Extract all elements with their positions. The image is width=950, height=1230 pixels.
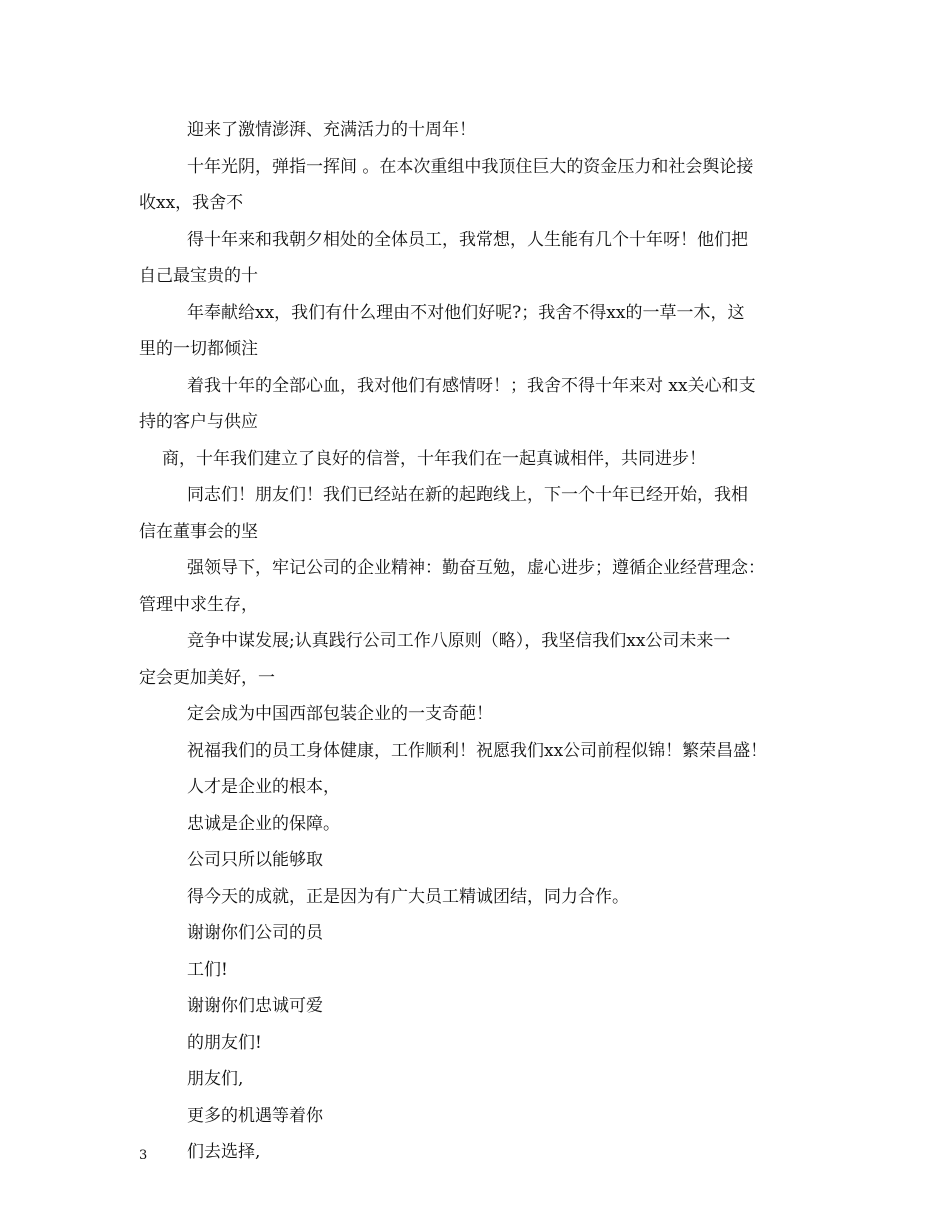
paragraph-line: 竞争中谋发展;认真践行公司工作八原则（略），我坚信我们xx公司未来一 [187, 631, 731, 651]
paragraph-line: 们去选择, [187, 1142, 261, 1162]
paragraph-line: 商，十年我们建立了良好的信誉，十年我们在一起真诚相伴，共同进步！ [162, 449, 706, 469]
paragraph-line: 谢谢你们公司的员 [187, 923, 323, 943]
paragraph-line: 得今天的成就，正是因为有广大员工精诚团结，同力合作。 [187, 887, 629, 907]
paragraph-line: 定会成为中国西部包装企业的一支奇葩！ [187, 704, 493, 724]
paragraph-line: 谢谢你们忠诚可爱 [187, 996, 323, 1016]
paragraph-continuation-line: 自己最宝贵的十 [139, 266, 258, 286]
paragraph-line: 的朋友们! [187, 1033, 262, 1053]
paragraph-continuation-line: 收xx，我舍不 [139, 193, 244, 213]
paragraph-line: 年奉献给xx，我们有什么理由不对他们好呢?；我舍不得xx的一草一木，这 [187, 303, 745, 323]
paragraph-line: 迎来了激情澎湃、充满活力的十周年！ [187, 120, 476, 140]
paragraph-continuation-line: 管理中求生存， [139, 595, 258, 615]
paragraph-line: 公司只所以能够取 [187, 850, 323, 870]
paragraph-line: 祝福我们的员工身体健康，工作顺利！祝愿我们xx公司前程似锦！繁荣昌盛！ [187, 741, 768, 761]
paragraph-line: 强领导下，牢记公司的企业精神：勤奋互勉，虚心进步；遵循企业经营理念： [187, 558, 765, 578]
paragraph-line: 更多的机遇等着你 [187, 1106, 323, 1126]
paragraph-line: 得十年来和我朝夕相处的全体员工，我常想，人生能有几个十年呀！他们把 [187, 230, 748, 250]
paragraph-continuation-line: 里的一切都倾注 [139, 339, 258, 359]
paragraph-line: 同志们！朋友们！我们已经站在新的起跑线上，下一个十年已经开始，我相 [187, 485, 748, 505]
paragraph-line: 十年光阴，弹指一挥间 。在本次重组中我顶住巨大的资金压力和社会舆论接 [187, 157, 754, 177]
page-number: 3 [139, 1148, 148, 1163]
paragraph-continuation-line: 持的客户与供应 [139, 412, 258, 432]
paragraph-continuation-line: 定会更加美好，一 [139, 668, 275, 688]
paragraph-continuation-line: 信在董事会的坚 [139, 522, 258, 542]
paragraph-line: 着我十年的全部心血，我对他们有感情呀！；我舍不得十年来对 xx关心和支 [187, 376, 756, 396]
paragraph-line: 朋友们, [187, 1069, 244, 1089]
paragraph-line: 工们! [187, 960, 228, 980]
paragraph-line: 忠诚是企业的保障。 [187, 814, 340, 834]
paragraph-line: 人才是企业的根本， [187, 777, 340, 797]
